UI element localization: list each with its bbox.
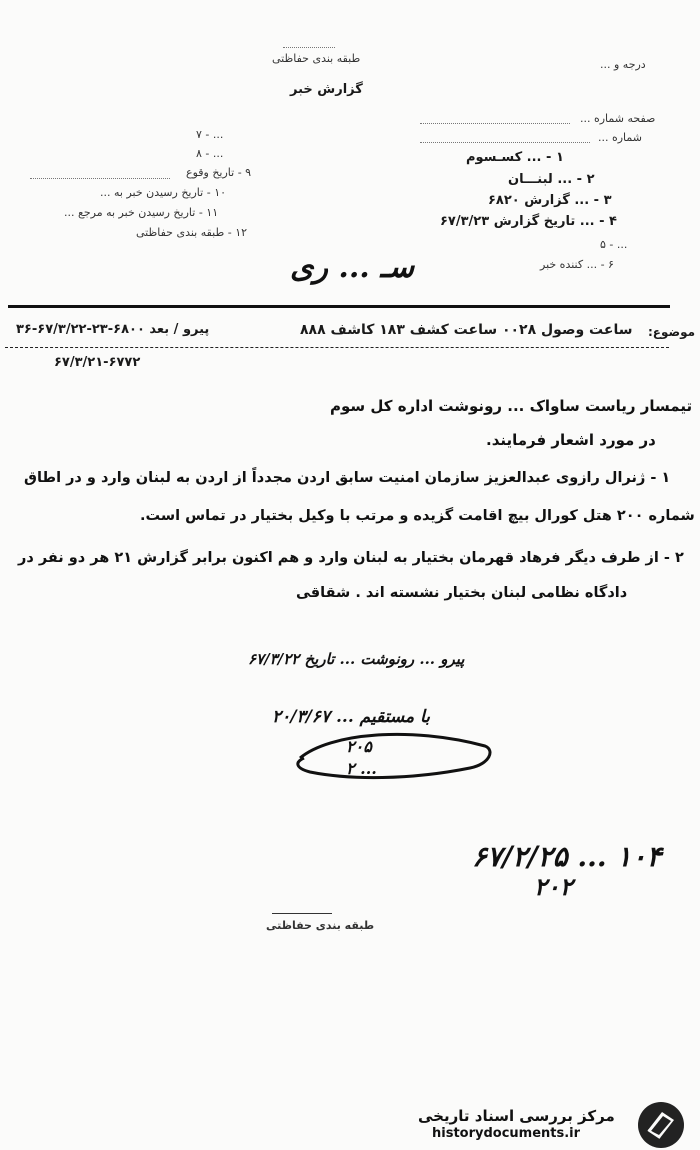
signature-line-3: ۲ ... [346, 759, 377, 778]
field-8: ۸ - ... [196, 147, 224, 160]
body-intro: در مورد اشعار فرمایند. [486, 431, 656, 449]
field-4: ۴ - ... تاریخ گزارش ۶۷/۳/۲۳ [440, 214, 617, 229]
field-page-number: صفحه شماره ... [580, 112, 656, 125]
footer-classification: طبقه بندی حفاظتی [266, 919, 375, 932]
received-note: پیرو ... رونوشت ... تاریخ ۶۷/۳/۲۲ [248, 650, 465, 668]
signature-line-2: ۲۰۵ [346, 737, 372, 756]
report-title: گزارش خبر [290, 82, 363, 97]
signature-line-1: با مستقیم ... ۲۰/۳/۶۷ [272, 707, 430, 727]
big-note-line-2: ۲۰۲ [534, 872, 573, 901]
watermark-title: مرکز بررسی اسناد تاریخی [418, 1107, 615, 1125]
item-1-line-1: ۱ - ژنرال رازوی عبدالعزیز سازمان امنیت سابق اردن مجدداً از اردن به لبنان وارد و در اطاق [24, 470, 671, 486]
top-right-mark: درجه و ... [600, 58, 646, 71]
field-9: ۹ - تاریخ وقوع [186, 166, 252, 179]
field-line [420, 122, 570, 124]
subject-ref-2: ۶۷/۳/۲۱-۶۷۷۲ [54, 355, 141, 370]
field-line [420, 141, 590, 143]
field-5: ۵ - ... [600, 238, 628, 251]
top-classification-stamp: طبقه بندی حفاظتی [272, 52, 361, 65]
signature-scribble [290, 728, 500, 788]
field-number: شماره ... [598, 131, 642, 144]
field-7: ۷ - ... [196, 128, 224, 141]
item-2-line-2: دادگاه نظامی لبنان بختیار نشسته اند . شقاقی [296, 585, 628, 601]
field-1: ۱ - ... کسـسوم [466, 150, 564, 165]
body-greeting: تیمسار ریاست ساواک ... رونوشت اداره کل سوم [330, 397, 693, 415]
subject-divider [5, 347, 669, 348]
field-line [30, 177, 170, 179]
item-1-line-2: شماره ۲۰۰ هتل کورال بیچ اقامت گزیده و مرتب با وکیل بختیار در تماس است. [140, 508, 695, 524]
footer-rule [272, 912, 332, 914]
book-logo-icon [636, 1100, 686, 1150]
item-2-line-1: ۲ - از طرف دیگر فرهاد قهرمان بختیار به لبنان وارد و هم اکنون برابر گزارش ۲۱ هر دو نفر در [18, 550, 684, 566]
field-12: ۱۲ - طبقه بندی حفاظتی [136, 226, 248, 239]
field-3: ۳ - ... گزارش ۶۸۲۰ [488, 193, 612, 208]
stamp-dots [283, 46, 335, 48]
subject-text: ساعت وصول ۰۰۲۸ ساعت کشف ۱۸۳ کاشف ۸۸۸ [300, 322, 633, 338]
field-6: ۶ - ... کننده خبر [540, 258, 614, 271]
field-11: ۱۱ - تاریخ رسیدن خبر به مرجع ... [64, 206, 219, 219]
subject-ref-1: پیرو / بعد ۶۸۰۰-۲۳-۶۷/۳/۲۲-۳۶ [16, 322, 210, 337]
header-divider [8, 305, 670, 308]
classification-stamp: سـ ... رى [290, 250, 415, 285]
subject-label: موضوع: [648, 325, 696, 339]
watermark-url[interactable]: historydocuments.ir [432, 1126, 581, 1141]
big-note-line-1: ۶۷/۲/۲۵ ... ۱۰۴ [472, 840, 662, 873]
field-2: ۲ - ... لبنـــان [508, 172, 595, 187]
field-10: ۱۰ - تاریخ رسیدن خبر به ... [100, 186, 227, 199]
